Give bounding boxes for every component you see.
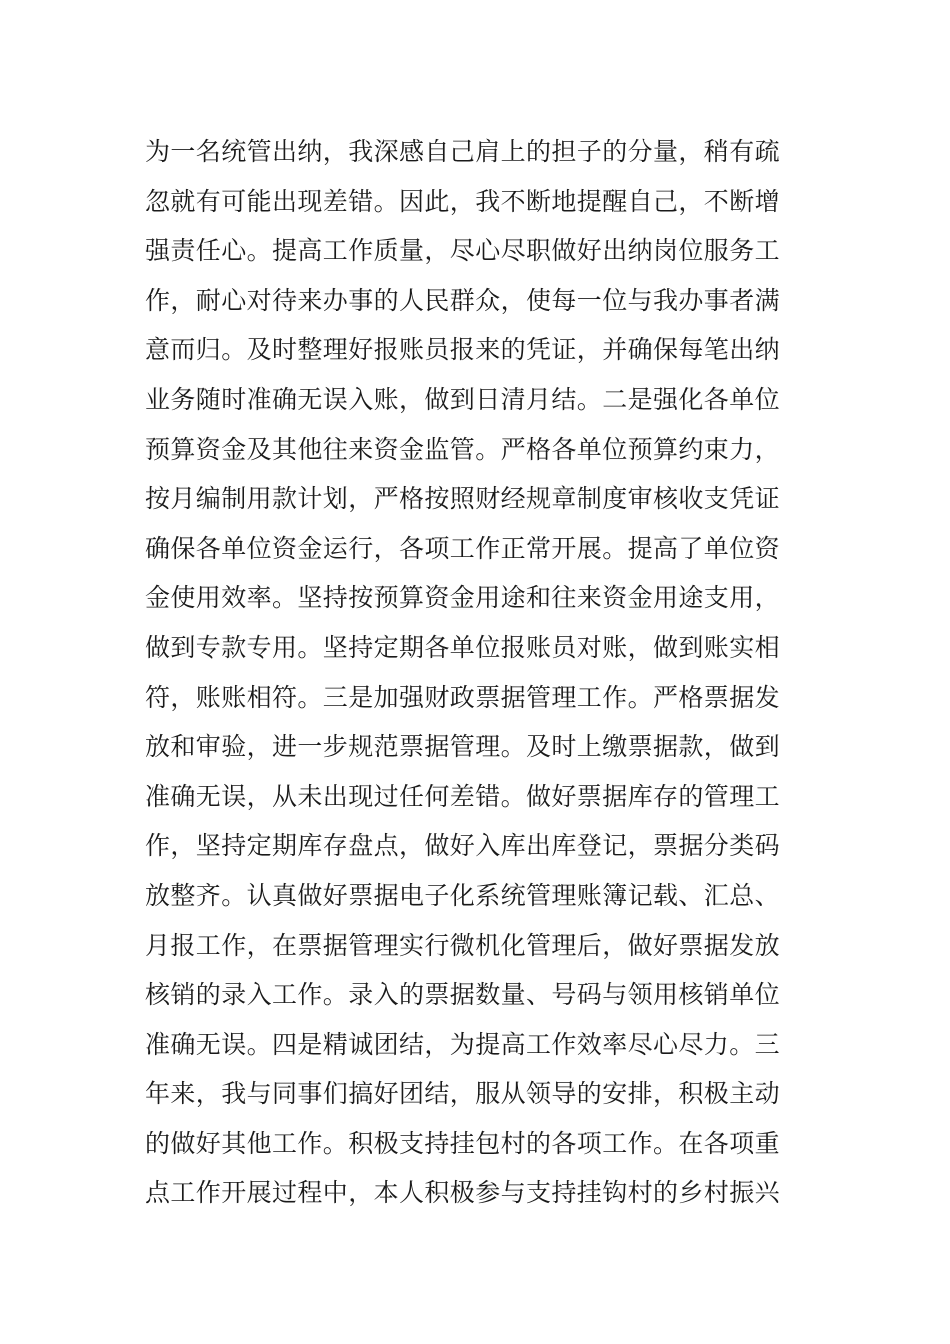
text-line: 做到专款专用。坚持定期各单位报账员对账，做到账实相 <box>145 632 781 662</box>
text-line: 年来，我与同事们搞好团结，服从领导的安排，积极主动 <box>145 1079 781 1109</box>
text-line: 符，账账相符。三是加强财政票据管理工作。严格票据发 <box>145 682 781 712</box>
text-line: 作，耐心对待来办事的人民群众，使每一位与我办事者满 <box>145 285 781 315</box>
text-line: 业务随时准确无误入账，做到日清月结。二是强化各单位 <box>145 384 781 414</box>
text-line: 准确无误，从未出现过任何差错。做好票据库存的管理工 <box>145 781 781 811</box>
text-line: 忽就有可能出现差错。因此，我不断地提醒自己，不断增 <box>145 186 781 216</box>
text-line: 的做好其他工作。积极支持挂包村的各项工作。在各项重 <box>145 1128 781 1158</box>
text-line: 确保各单位资金运行，各项工作正常开展。提高了单位资 <box>145 533 781 563</box>
text-line: 点工作开展过程中，本人积极参与支持挂钩村的乡村振兴 <box>145 1178 781 1208</box>
text-line: 月报工作，在票据管理实行微机化管理后，做好票据发放 <box>145 930 781 960</box>
text-line: 强责任心。提高工作质量，尽心尽职做好出纳岗位服务工 <box>145 236 781 266</box>
body-text <box>145 127 815 1218</box>
text-line: 准确无误。四是精诚团结，为提高工作效率尽心尽力。三 <box>145 1029 781 1059</box>
text-line: 意而归。及时整理好报账员报来的凭证，并确保每笔出纳 <box>145 335 781 365</box>
text-line: 为一名统管出纳，我深感自己肩上的担子的分量，稍有疏 <box>145 137 781 166</box>
text-line: 作，坚持定期库存盘点，做好入库出库登记，票据分类码 <box>145 831 781 861</box>
text-line: 按月编制用款计划，严格按照财经规章制度审核收支凭证 <box>145 484 781 514</box>
text-line: 放和审验，进一步规范票据管理。及时上缴票据款，做到 <box>145 732 781 762</box>
text-line: 放整齐。认真做好票据电子化系统管理账簿记载、汇总、 <box>145 880 781 910</box>
text-line: 金使用效率。坚持按预算资金用途和往来资金用途支用， <box>145 583 781 613</box>
text-line: 核销的录入工作。录入的票据数量、号码与领用核销单位 <box>145 980 781 1010</box>
text-line: 预算资金及其他往来资金监管。严格各单位预算约束力， <box>145 434 781 464</box>
